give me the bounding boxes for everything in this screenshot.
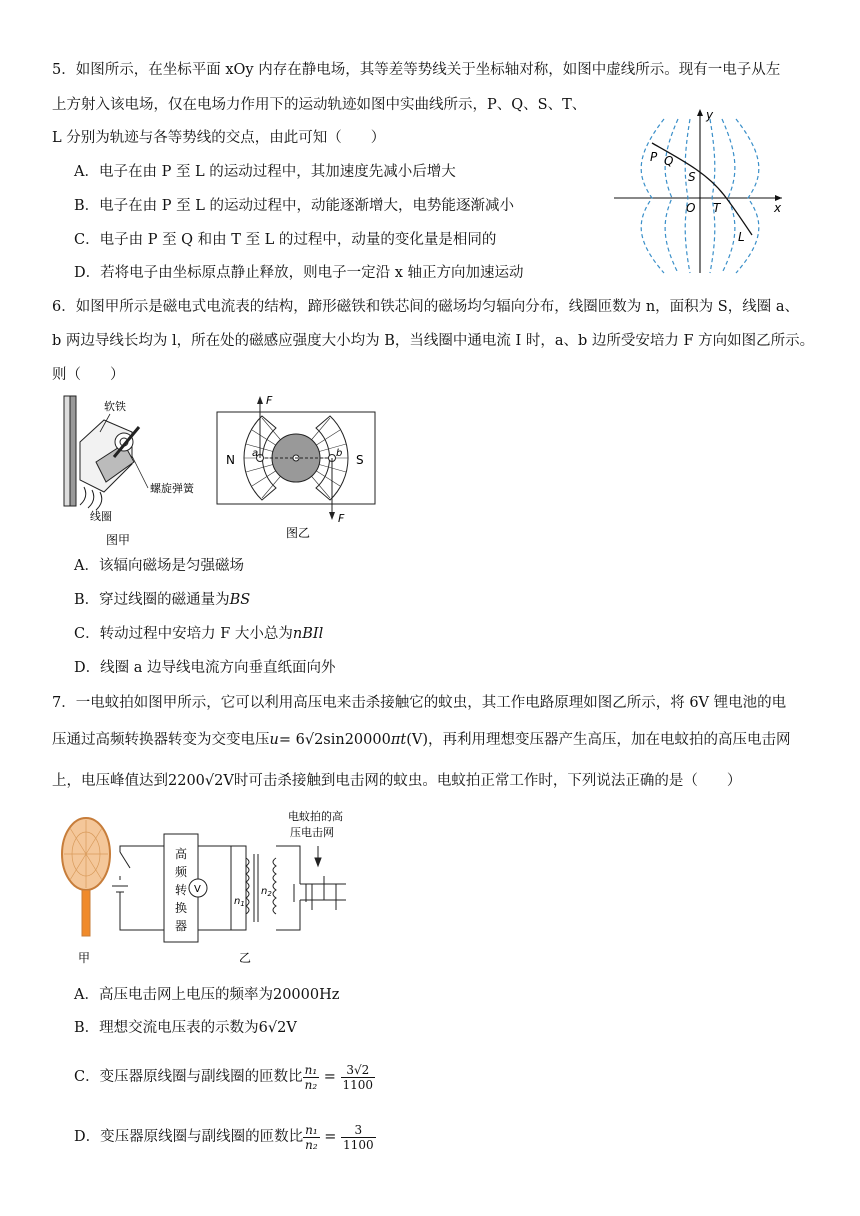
q7-option-d-ratio-rhs: $\frac{3}{1100}$ bbox=[343, 1122, 374, 1152]
q6-option-c bbox=[74, 624, 323, 644]
q7-option-d-text: D．变压器原线圈与副线圈的匝数比 bbox=[74, 1129, 304, 1145]
q5-option-b: B．电子在由 P 至 L 的运动过程中，动能逐渐增大，电势能逐渐减小 bbox=[74, 198, 514, 214]
q7-line2-text-b: ，再利用理想变压器产生高压，加在电蚊拍的高压电击网 bbox=[428, 732, 791, 748]
fig-soft-iron-label: 软铁 bbox=[104, 400, 126, 413]
fig-yi-caption: 图乙 bbox=[286, 526, 311, 540]
fig-q-label: Q bbox=[664, 154, 674, 168]
q6-option-b bbox=[74, 590, 250, 610]
fig-net-label-2: 压电击网 bbox=[290, 826, 334, 839]
fig-f-top-label: F bbox=[266, 394, 273, 407]
q7-voltage-pi: πt bbox=[390, 732, 407, 748]
q6-stem-line1: 6．如图甲所示是磁电式电流表的结构，蹄形磁铁和铁芯间的磁场均匀辐向分布，线圈匝数为 n，面积为 S，线圈 a、 bbox=[52, 299, 799, 315]
fig-voltmeter-label: V bbox=[194, 884, 201, 895]
q7-option-b bbox=[74, 1018, 297, 1038]
q6-stem-line2: b 两边导线长均为 l，所在处的磁感应强度大小均为 B，当线圈中通电流 I 时，a、b 边所受安培力 F 方向如图乙所示。 bbox=[52, 333, 815, 349]
q7-option-c-ratio-rhs: $\frac{3√2}{1100}$ bbox=[342, 1062, 374, 1092]
q7-peak-voltage: 2200√2V bbox=[168, 773, 234, 789]
fig-coil-label: 线圈 bbox=[90, 510, 112, 523]
fig-f-bottom-label: F bbox=[338, 512, 345, 525]
q5-equipotential-figure bbox=[612, 105, 792, 275]
q5-stem-line2: 上方射入该电场，仅在电场力作用下的运动轨迹如图中实曲线所示，P、Q、S、T、 bbox=[52, 97, 587, 113]
fig-s-label: S bbox=[688, 170, 696, 184]
q7-option-a: A．高压电击网上电压的频率为20000Hz bbox=[74, 987, 340, 1003]
q6-option-c-expr: nBIl bbox=[292, 626, 324, 642]
q6-option-d: D．线圈 a 边导线电流方向垂直纸面向外 bbox=[74, 660, 336, 676]
q7-option-d: D．变压器原线圈与副线圈的匝数比 $\frac{\text{n₁}}{\text{n₂}}$ = $\frac{3}{1100}$ bbox=[74, 1122, 374, 1152]
q6-option-b-text: B．穿过线圈的磁通量为 bbox=[74, 592, 230, 608]
q7-line3-text-b: 时可击杀接触到电击网的蚊虫。电蚊拍正常工作时，下列说法正确的是（ ） bbox=[233, 773, 742, 789]
fig-converter-char-5: 器 bbox=[175, 919, 188, 933]
q7-option-d-ratio-lhs: $\frac{\text{n₁}}{\text{n₂}}$ bbox=[305, 1122, 318, 1152]
fig-a-label: a bbox=[252, 448, 259, 459]
fig-t-label: T bbox=[713, 201, 721, 215]
fig-y-label: y bbox=[706, 108, 714, 122]
q6-stem-line3: 则（ ） bbox=[52, 367, 125, 383]
q7-option-c-text: C．变压器原线圈与副线圈的匝数比 bbox=[74, 1069, 303, 1085]
fig-yi-caption: 乙 bbox=[239, 951, 252, 965]
q7-line3-text-a: 上，电压峰值达到 bbox=[52, 773, 168, 789]
fig-l-label: L bbox=[738, 230, 745, 244]
q7-stem-line2 bbox=[52, 730, 791, 750]
q7-voltage-unit: (V) bbox=[406, 732, 428, 748]
q7-option-b-text: B．理想交流电压表的示数为 bbox=[74, 1020, 259, 1036]
q5-option-a: A．电子在由 P 至 L 的运动过程中，其加速度先减小后增大 bbox=[74, 164, 456, 180]
fig-jia-caption: 甲 bbox=[78, 951, 91, 965]
fig-n1-label: $n_1$ bbox=[234, 896, 245, 908]
q7-option-b-value: 6√2V bbox=[258, 1020, 297, 1036]
q7-stem-line3 bbox=[52, 771, 741, 791]
fig-n-pole-label: N bbox=[226, 453, 235, 467]
q5-option-c: C．电子由 P 至 Q 和由 T 至 L 的过程中，动量的变化量是相同的 bbox=[74, 232, 497, 248]
q6-radial-field-figure bbox=[214, 392, 380, 542]
fig-x-label: x bbox=[774, 201, 782, 215]
fig-b-label: b bbox=[336, 448, 343, 459]
fig-net-label-1: 电蚊拍的高 bbox=[288, 810, 343, 823]
q7-voltage-symbol: u bbox=[269, 732, 279, 748]
q5-stem-line3: L 分别为轨迹与各等势线的交点，由此可知（ ） bbox=[52, 130, 386, 146]
q7-line2-text-a: 压通过高频转换器转变为交变电压 bbox=[52, 732, 270, 748]
fig-converter-char-3: 转 bbox=[175, 883, 188, 897]
fig-s-pole-label: S bbox=[356, 453, 364, 467]
fig-converter-char-1: 高 bbox=[175, 847, 188, 861]
fig-converter-char-2: 频 bbox=[175, 865, 188, 879]
q7-voltage-expr: = 6√2sin20000 bbox=[278, 732, 391, 748]
q7-stem-line1: 7．一电蚊拍如图甲所示，它可以利用高压电来击杀接触它的蚊虫，其工作电路原理如图乙所示，将 6V 锂电池的电 bbox=[52, 695, 787, 711]
q6-option-a: A．该辐向磁场是匀强磁场 bbox=[74, 558, 244, 574]
q7-option-c-ratio-lhs: $\frac{\text{n₁}}{\text{n₂}}$ bbox=[304, 1062, 318, 1092]
q5-option-d: D．若将电子由坐标原点静止释放，则电子一定沿 x 轴正方向加速运动 bbox=[74, 265, 524, 281]
q6-option-c-text: C．转动过程中安培力 F 大小总为 bbox=[74, 626, 293, 642]
fig-o-label: O bbox=[686, 201, 696, 215]
q6-option-b-expr: BS bbox=[229, 592, 251, 608]
fig-n2-label: $n_2$ bbox=[261, 886, 272, 898]
fig-jia-caption: 图甲 bbox=[106, 533, 131, 547]
q7-option-c: C．变压器原线圈与副线圈的匝数比 $\frac{\text{n₁}}{\text{n₂}}$ = $\frac{3√2}{1100}$ bbox=[74, 1062, 374, 1092]
q7-circuit-figure bbox=[56, 806, 366, 971]
fig-spring-label: 螺旋弹簧 bbox=[150, 482, 194, 495]
fig-converter-char-4: 换 bbox=[175, 901, 188, 915]
q6-meter-structure-figure bbox=[44, 392, 214, 547]
q5-stem-line1: 5．如图所示，在坐标平面 xOy 内存在静电场，其等差等势线关于坐标轴对称，如图中虚线所示。现有一电子从左 bbox=[52, 62, 781, 78]
fig-p-label: P bbox=[650, 150, 658, 164]
